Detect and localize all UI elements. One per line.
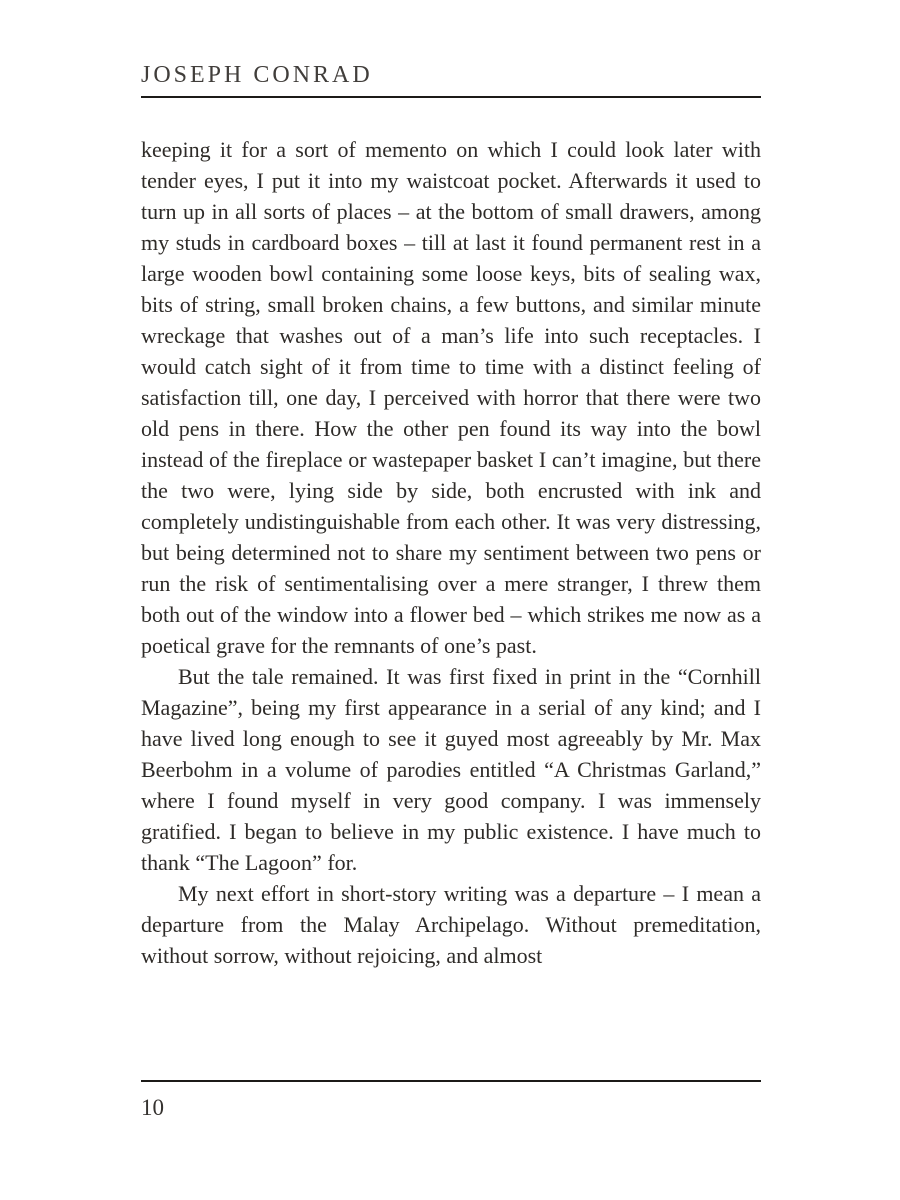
paragraph-continued: keeping it for a sort of memento on which I could look later with tender eyes, I put it into my waistcoat pocket. Afterwards it used to turn up in all sorts of places – at the bottom of small drawers, among my studs in cardboard boxes – till at last it found permanent rest in a large wooden bowl containing some loose keys, bits of sealing wax, bits of string, small broken chains, a few buttons, and similar minute wreckage that washes out of a man’s life into such receptacles. I would catch sight of it from time to time with a distinct feeling of satisfaction till, one day, I perceived with horror that there were two old pens in there. How the other pen found its way into the bowl instead of the fireplace or wastepaper basket I can’t imagine, but there the two were, lying side by side, both encrusted with ink and completely undistinguishable from each other. It was very distressing, but being determined not to share my sentiment between two pens or run the risk of sentimentalising over a mere stranger, I threw them both out of the window into a flower bed – which strikes me now as a poetical grave for the remnants of one’s past. xyxy=(141,137,761,658)
paragraph: My next effort in short-story writing was a departure – I mean a departure from the Malay Archipelago. Without premeditation, without sorrow, without rejoicing, and almost xyxy=(141,881,761,968)
page-body xyxy=(141,134,761,971)
header-rule xyxy=(141,96,761,98)
page-number: 10 xyxy=(141,1095,164,1120)
paragraph: But the tale remained. It was first fixed in print in the “Cornhill Magazine”, being my first appearance in a serial of any kind; and I have lived long enough to see it guyed most agreeably by Mr. Max Beerbohm in a volume of parodies entitled “A Christmas Garland,” where I found myself in very good company. I was immensely gratified. I began to believe in my public existence. I have much to thank “The Lagoon” for. xyxy=(141,664,761,875)
footer-rule xyxy=(141,1080,761,1082)
page-footer xyxy=(141,1080,761,1121)
running-header xyxy=(141,62,761,98)
running-header-author: JOSEPH CONRAD xyxy=(141,62,373,88)
page-content xyxy=(141,0,761,971)
